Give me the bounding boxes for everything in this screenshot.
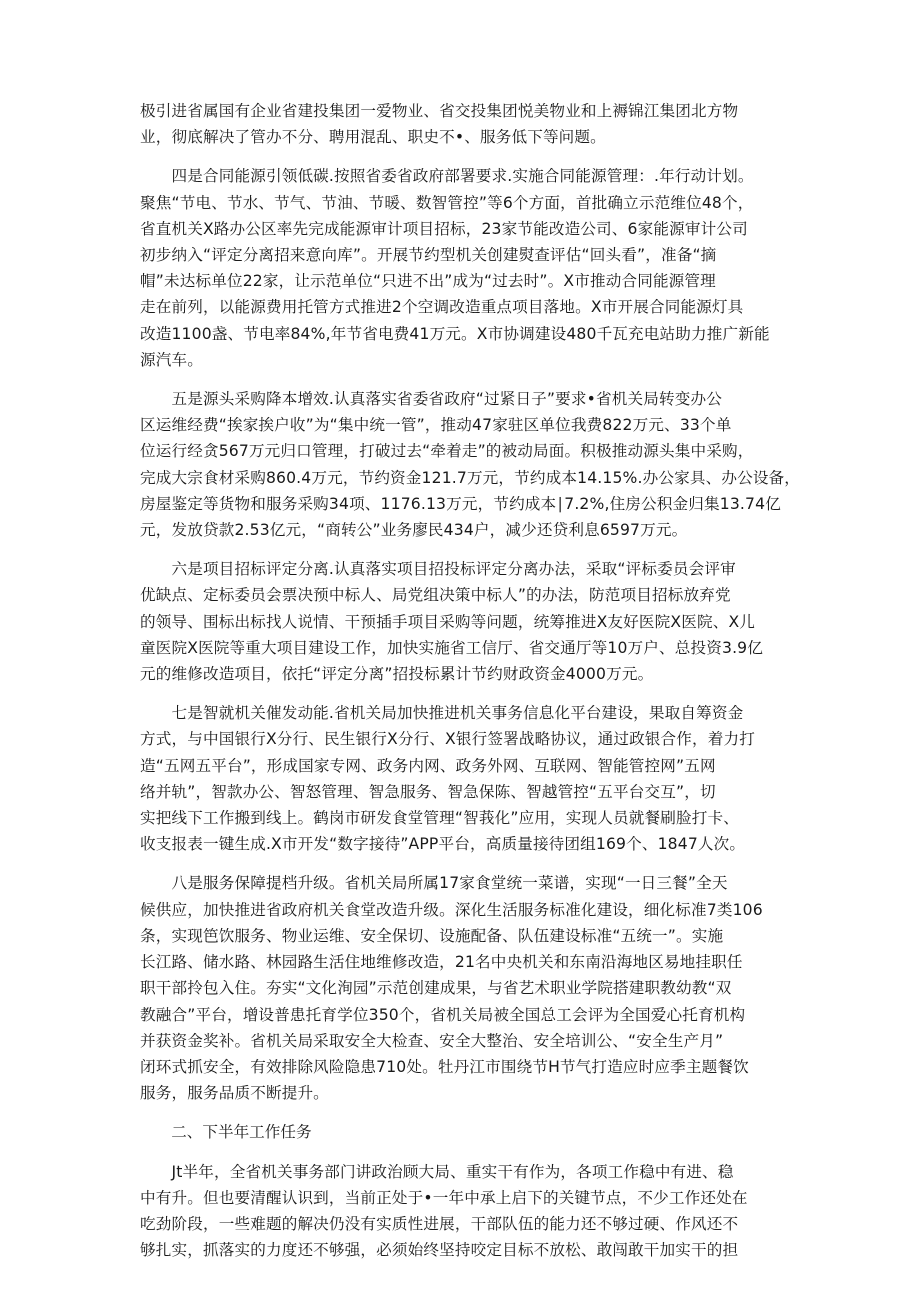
- text-line: 七是智就机关催发动能.省机关局加快推进机关事务信息化平台建设，果取自筹资金: [140, 704, 744, 723]
- text-line: 优缺点、定标委员会票决预中标人、局党组决策中标人”的办法，防范项目招标放弃党: [140, 586, 731, 605]
- text-line: 四是合同能源引领低碳.按照省委省政府部署要求.实施合同能源管理：.年行动计划。: [140, 167, 754, 186]
- text-line: 并获资金奖补。省机关局采取安全大检查、安全大整治、安全培训公、“安全生产月”: [140, 1031, 724, 1050]
- text-line: 条，实现笆饮服务、物业运维、安全保切、设施配备、队伍建设标准“五统一”。实施: [140, 926, 724, 945]
- text-line: 区运维经费“挨家挨户收”为“集中统一管”，推动47家驻区单位我费822万元、33个单: [140, 416, 732, 435]
- paragraph-property-services: [140, 98, 786, 150]
- text-line: 业，彻底解决了管办不分、聘用混乱、职史不•、服务低下等问题。: [140, 128, 606, 147]
- text-line: 省直机关X路办公区率先完成能源审计项目招标，23家节能改造公司、6家能源审计公司: [140, 219, 748, 238]
- text-line: 童医院X医院等重大项目建设工作，加快实施省工信厅、省交通厅等10万户、总投资3.9亿: [140, 638, 763, 657]
- text-line: 初步纳入“评定分离招来意向库”。开展节约型机关创建熨查评估“回头看”，准备“摘: [140, 246, 717, 265]
- text-line: 帽”未达标单位22家，让示范单位“只进不出”成为“过去时”。X市推动合同能源管理: [140, 272, 716, 291]
- text-line: 位运行经贪567万元归口管理，打破过去“牵着走”的被动局面。积极推动源头集中采购，: [140, 442, 754, 461]
- text-line: 极引进省属国有企业省建投集团一爱物业、省交投集团悦美物业和上褥锦江集团北方物: [140, 102, 739, 120]
- text-line: 服务，服务品质不断提升。: [140, 1084, 329, 1103]
- text-line: 实把线下工作搬到线上。鹤岗市研发食堂管理“智莪化”应用，实现人员就餐刷脸打卡、: [140, 809, 739, 828]
- paragraph-procurement: [140, 386, 801, 543]
- text-line: 造“五网五平台”，形成国家专网、政务内网、政务外网、互联网、智能管控网”五网: [140, 756, 716, 775]
- text-line: 够扎实，抓落实的力度还不够强，必须始终坚持咬定目标不放松、敢闯敢干加实干的担: [140, 1241, 739, 1260]
- text-line: 聚焦“节电、节水、节气、节油、节暖、数智管控”等6个方面，首批确立示范维位48个，: [140, 193, 754, 212]
- text-line: 八是服务保障提档升级。省机关局所属17家食堂统一菜谱，实现“一日三餐”全天: [140, 874, 728, 893]
- text-line: 房屋鉴定等货物和服务采购34项、1176.13万元，节约成本∣7.2%,住房公积金归集13.74亿: [140, 494, 781, 513]
- paragraph-bidding: [140, 556, 786, 687]
- text-line: 职干部拎包入住。夯实“文化洵园”示范创建成果，与省艺术职业学院搭建职教幼教“双: [140, 979, 732, 998]
- text-line: Jt半年，全省机关事务部门讲政治顾大局、重实干有作为，各项工作稳中有进、稳: [140, 1162, 734, 1181]
- text-line: 改造1100盏、节电率84%,年节省电费41万元。X市协调建设480千瓦充电站助力推广新能: [140, 324, 770, 343]
- paragraph-smart-agencies: [140, 700, 786, 857]
- text-line: 候供应，加快推进省政府机关食堂改造升级。深化生活服务标准化建设，细化标准7类106: [140, 900, 763, 919]
- text-line: 长江路、储水路、林园路生活住地维修改造，21名中央机关和东南沿海地区易地挂职任: [140, 953, 743, 972]
- text-line: 中有升。但也要清醒认识到，当前正处于•一年中承上启下的关键节点，不少工作还处在: [140, 1188, 748, 1207]
- text-line: 闭环式抓安全，有效排除风险隐患710处。牡丹江市围绕节H节气打造应时应季主题餐饮: [140, 1057, 749, 1076]
- text-line: 源汽车。: [140, 350, 203, 369]
- section-heading: 二、下半年工作任务: [140, 1123, 312, 1142]
- text-line: 六是项目招标评定分离.认真落实项目招投标评定分离办法，采取“评标委员会评审: [140, 560, 736, 579]
- paragraph-energy-management: [140, 163, 786, 373]
- text-line: 五是源头采购降本增效.认真落实省委省政府“过紧日子”要求•省机关局转变办公: [140, 390, 722, 409]
- text-line: 完成大宗食材采购860.4万元，节约资金121.7万元，节约成本14.15%.办公家具、办公设备，: [140, 468, 801, 487]
- text-line: 吃劲阶段，一些难题的解决仍没有实质性进展，干部队伍的能力还不够过硬、作风还不: [140, 1214, 739, 1233]
- text-line: 络并轨”，智款办公、智怒管理、智急服务、智急保陈、智越管控“五平台交互”，切: [140, 782, 716, 801]
- text-line: 的领导、围标出标找人说情、干预插手项目采购等问题，统筹推进X友好医院X医院、X儿: [140, 612, 756, 631]
- text-line: 元的维修改造项目，依托“评定分离”招投标累计节约财政资金4000万元。: [140, 665, 654, 684]
- text-line: 收支报表一键生成.X市开发“数字接待”APP平台，高质量接待团组169个、1847人次。: [140, 835, 746, 854]
- text-line: 方式，与中国银行X分行、民生银行X分行、X银行签署战略协议，通过政银合作，着力打: [140, 730, 756, 749]
- text-line: 走在前列，以能源费用托管方式推进2个空调改造重点项目落地。X市开展合同能源灯具: [140, 298, 744, 317]
- paragraph-service-upgrade: [140, 870, 786, 1106]
- text-line: 教融合”平台，增设普患托育学位350个，省机关局被全国总工会评为全国爱心托育机构: [140, 1005, 746, 1024]
- paragraph-second-half-tasks: [140, 1159, 786, 1264]
- document-body: [140, 98, 801, 1276]
- text-line: 元，发放贷款2.53亿元，“商转公”业务廖民434户，减少还贷利息6597万元。: [140, 521, 688, 540]
